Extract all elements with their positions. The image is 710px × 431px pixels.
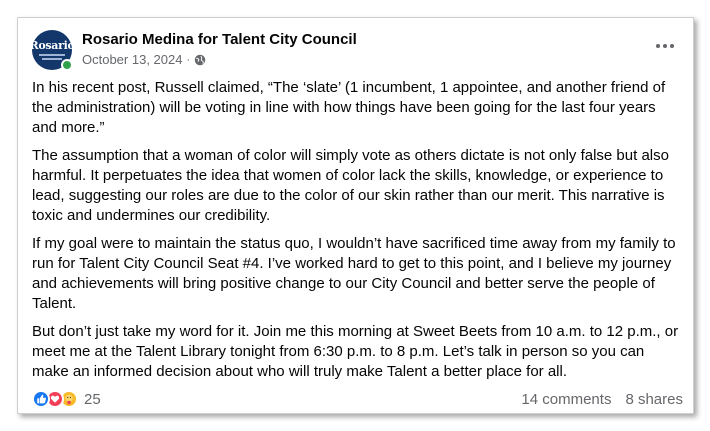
globe-icon xyxy=(194,54,206,66)
more-options-icon[interactable] xyxy=(653,36,677,56)
facebook-post-card xyxy=(17,17,694,414)
meta-separator: · xyxy=(186,53,191,66)
online-status-dot xyxy=(61,59,73,71)
reaction-count: 25 xyxy=(84,390,101,408)
page-name-link[interactable]: Rosario Medina for Talent City Council xyxy=(82,31,357,48)
post-paragraph: In his recent post, Russell claimed, “The ‘slate’ (1 incumbent, 1 appointee, and another friend of the administration) will be voting in line with how things have been going for the last four years and more.” xyxy=(32,79,666,136)
avatar-logo-line xyxy=(42,58,62,60)
post-date-link[interactable]: October 13, 2024 xyxy=(82,52,183,67)
post-meta xyxy=(82,52,206,67)
post-paragraph: But don’t just take my word for it. Join me this morning at Sweet Beets from 10 a.m. to 12 p.m., or meet me at the Talent Library tonight from 6:30 p.m. to 8 p.m. Let’s talk in person so you can make an informed decision about who will truly make Talent a better place for all. xyxy=(32,323,679,380)
shares-count-link[interactable]: 8 shares xyxy=(625,390,683,408)
post-body xyxy=(32,78,682,390)
post-stats xyxy=(521,391,683,408)
post-footer xyxy=(32,389,683,409)
post-paragraph: The assumption that a woman of color will simply vote as others dictate is not only false but also harmful. It perpetuates the idea that women of color lack the skills, knowledge, or experience to lead, suggesting our roles are due to the color of our skin rather than our merit. This narrative is toxic and undermines our credibility. xyxy=(32,147,669,224)
comments-count-link[interactable]: 14 comments xyxy=(521,390,612,408)
avatar-logo-text: Rosario xyxy=(29,39,75,52)
post-header xyxy=(29,30,679,70)
avatar-logo-line xyxy=(39,54,65,56)
like-icon xyxy=(32,390,50,408)
post-paragraph: If my goal were to maintain the status quo, I wouldn’t have sacrificed time away from my family to run for Talent City Council Seat #4. I’ve worked hard to get to this point, and I believe my journey and achievements will bring positive change to our City Council and better serve the people of Talent. xyxy=(32,235,676,312)
reactions-summary[interactable] xyxy=(32,390,101,408)
